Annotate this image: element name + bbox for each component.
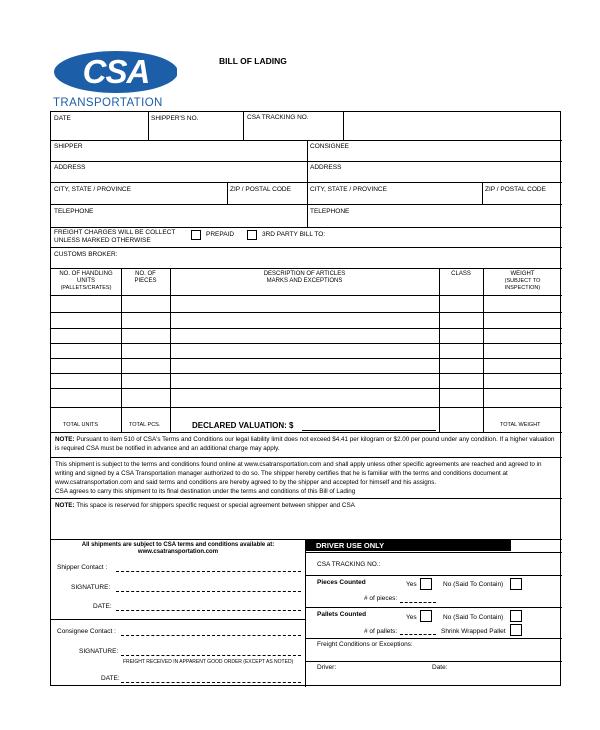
- shrink-wrapped-label: Shrink Wrapped Pallet: [441, 628, 506, 635]
- freight-collect-line1: FREIGHT CHARGES WILL BE COLLECT: [54, 229, 176, 236]
- tracking-no-label[interactable]: CSA TRACKING NO.: [247, 114, 309, 121]
- total-weight-label[interactable]: TOTAL WEIGHT: [500, 422, 541, 428]
- consignee-date-label[interactable]: DATE:: [101, 675, 120, 682]
- signatures-heading: All shipments are subject to CSA terms and conditions available at: www.csatransportation.com: [81, 542, 275, 556]
- consignee-label[interactable]: CONSIGNEE: [310, 143, 350, 150]
- num-pieces-label[interactable]: # of pieces:: [364, 595, 398, 602]
- shipper-signature-label[interactable]: SIGNATURE:: [71, 584, 111, 591]
- col-weight-header: WEIGHT (SUBJECT TO INSPECTION): [504, 271, 541, 291]
- shrink-wrapped-checkbox[interactable]: [510, 624, 522, 636]
- date-label[interactable]: DATE: [54, 115, 71, 122]
- declared-valuation-line[interactable]: [302, 430, 436, 431]
- declared-valuation-label[interactable]: DECLARED VALUATION: $: [192, 421, 294, 430]
- consignee-zip-label[interactable]: ZIP / POSTAL CODE: [485, 186, 546, 193]
- received-note: FREIGHT RECEIVED IN APPARENT GOOD ORDER (EXCEPT AS NOTED): [123, 659, 294, 665]
- table-row[interactable]: [51, 358, 562, 359]
- table-row[interactable]: [51, 328, 562, 329]
- table-row[interactable]: [51, 373, 562, 374]
- total-units-label[interactable]: TOTAL UNITS: [63, 422, 99, 428]
- shipper-city-label[interactable]: CITY, STATE / PROVINCE: [54, 186, 131, 193]
- freight-collect-line2: UNLESS MARKED OTHERWISE: [54, 237, 151, 244]
- driver-tracking-label[interactable]: CSA TRACKING NO.:: [317, 561, 381, 568]
- driver-name-label[interactable]: Driver:: [317, 664, 337, 671]
- special-request-note[interactable]: NOTE: This space is reserved for shippers specific request or special agreement between shipper and CSA: [55, 502, 355, 509]
- consignee-telephone-label[interactable]: TELEPHONE: [310, 208, 350, 215]
- terms-text: This shipment is subject to the terms and conditions found online at www.csatransportation.com and shall apply unless other specific agreements are reached and agreed to in writing and signed by a CSA Transportation manager authorized to do so. The shipper hereby certifies that he is familiar with the terms and conditions document at www.csatransportation.com and said terms and conditions are hereby agreed to by the shipper and accepted for himself and his assigns.: [55, 461, 542, 487]
- shipper-label[interactable]: SHIPPER: [54, 143, 83, 150]
- col-description-header: DESCRIPTION OF ARTICLES MARKS AND EXCEPTIONS: [263, 271, 346, 285]
- shipper-address-label[interactable]: ADDRESS: [54, 164, 86, 171]
- col-class-header: CLASS: [451, 271, 471, 277]
- num-pallets-label[interactable]: # of pallets:: [364, 628, 398, 635]
- shipper-telephone-label[interactable]: TELEPHONE: [54, 208, 94, 215]
- pallets-no-label: No (Said To Contain): [443, 614, 504, 621]
- total-pcs-label[interactable]: TOTAL PCS.: [129, 422, 161, 428]
- driver-date-label[interactable]: Date:: [432, 664, 448, 671]
- pieces-no-checkbox[interactable]: [510, 578, 522, 590]
- shippers-no-label[interactable]: SHIPPER'S NO.: [151, 115, 199, 122]
- logo-text: CSA: [82, 53, 150, 90]
- table-row[interactable]: [51, 343, 562, 344]
- table-row[interactable]: [51, 312, 562, 313]
- prepaid-label: PREPAID: [206, 231, 235, 238]
- consignee-city-label[interactable]: CITY, STATE / PROVINCE: [310, 186, 387, 193]
- col-handling-units-header: NO. OF HANDLING UNITS (PALLETS/CRATES): [59, 271, 113, 292]
- pallets-counted-label: Pallets Counted: [317, 611, 367, 618]
- shipper-contact-label[interactable]: Shipper Contact :: [57, 564, 108, 571]
- logo-tagline: TRANSPORTATION: [53, 97, 163, 109]
- col-pieces-header: NO. OF PIECES: [134, 271, 157, 285]
- freight-conditions-label[interactable]: Freight Conditions or Exceptions:: [317, 641, 413, 648]
- third-party-checkbox[interactable]: [247, 230, 257, 240]
- pieces-counted-label: Pieces Counted: [317, 579, 366, 586]
- shipper-date-label[interactable]: DATE:: [93, 603, 112, 610]
- pallets-yes-checkbox[interactable]: [420, 610, 432, 622]
- bill-of-lading-form: [50, 111, 561, 686]
- driver-use-only-heading: DRIVER USE ONLY: [306, 540, 511, 551]
- pieces-no-label: No (Said To Contain): [443, 581, 504, 588]
- prepaid-checkbox[interactable]: [191, 230, 201, 240]
- consignee-contact-label[interactable]: Consignee Contact :: [57, 628, 116, 635]
- shipper-zip-label[interactable]: ZIP / POSTAL CODE: [230, 186, 291, 193]
- consignee-signature-label[interactable]: SIGNATURE:: [79, 648, 119, 655]
- liability-note: NOTE: Pursuant to item 510 of CSA's Terms and Conditions our legal liability limit does not exceed $4.41 per kilogram or $2.00 per pound under any condition. If a higher valuation is required CSA must be notified in advance and an additional charge may apply.: [55, 436, 555, 453]
- pieces-yes-checkbox[interactable]: [420, 578, 432, 590]
- agree-text: CSA agrees to carry this shipment to its final destination under the terms and conditions of this Bill of Lading: [55, 488, 356, 495]
- consignee-address-label[interactable]: ADDRESS: [310, 164, 342, 171]
- customs-broker-label[interactable]: CUSTOMS BROKER:: [54, 251, 118, 258]
- third-party-label[interactable]: 3RD PARTY BILL TO:: [262, 231, 326, 238]
- pallets-no-checkbox[interactable]: [510, 610, 522, 622]
- pieces-yes-label: Yes: [406, 581, 417, 588]
- table-row[interactable]: [51, 388, 562, 389]
- document-title: BILL OF LADING: [219, 56, 287, 66]
- pallets-yes-label: Yes: [406, 614, 417, 621]
